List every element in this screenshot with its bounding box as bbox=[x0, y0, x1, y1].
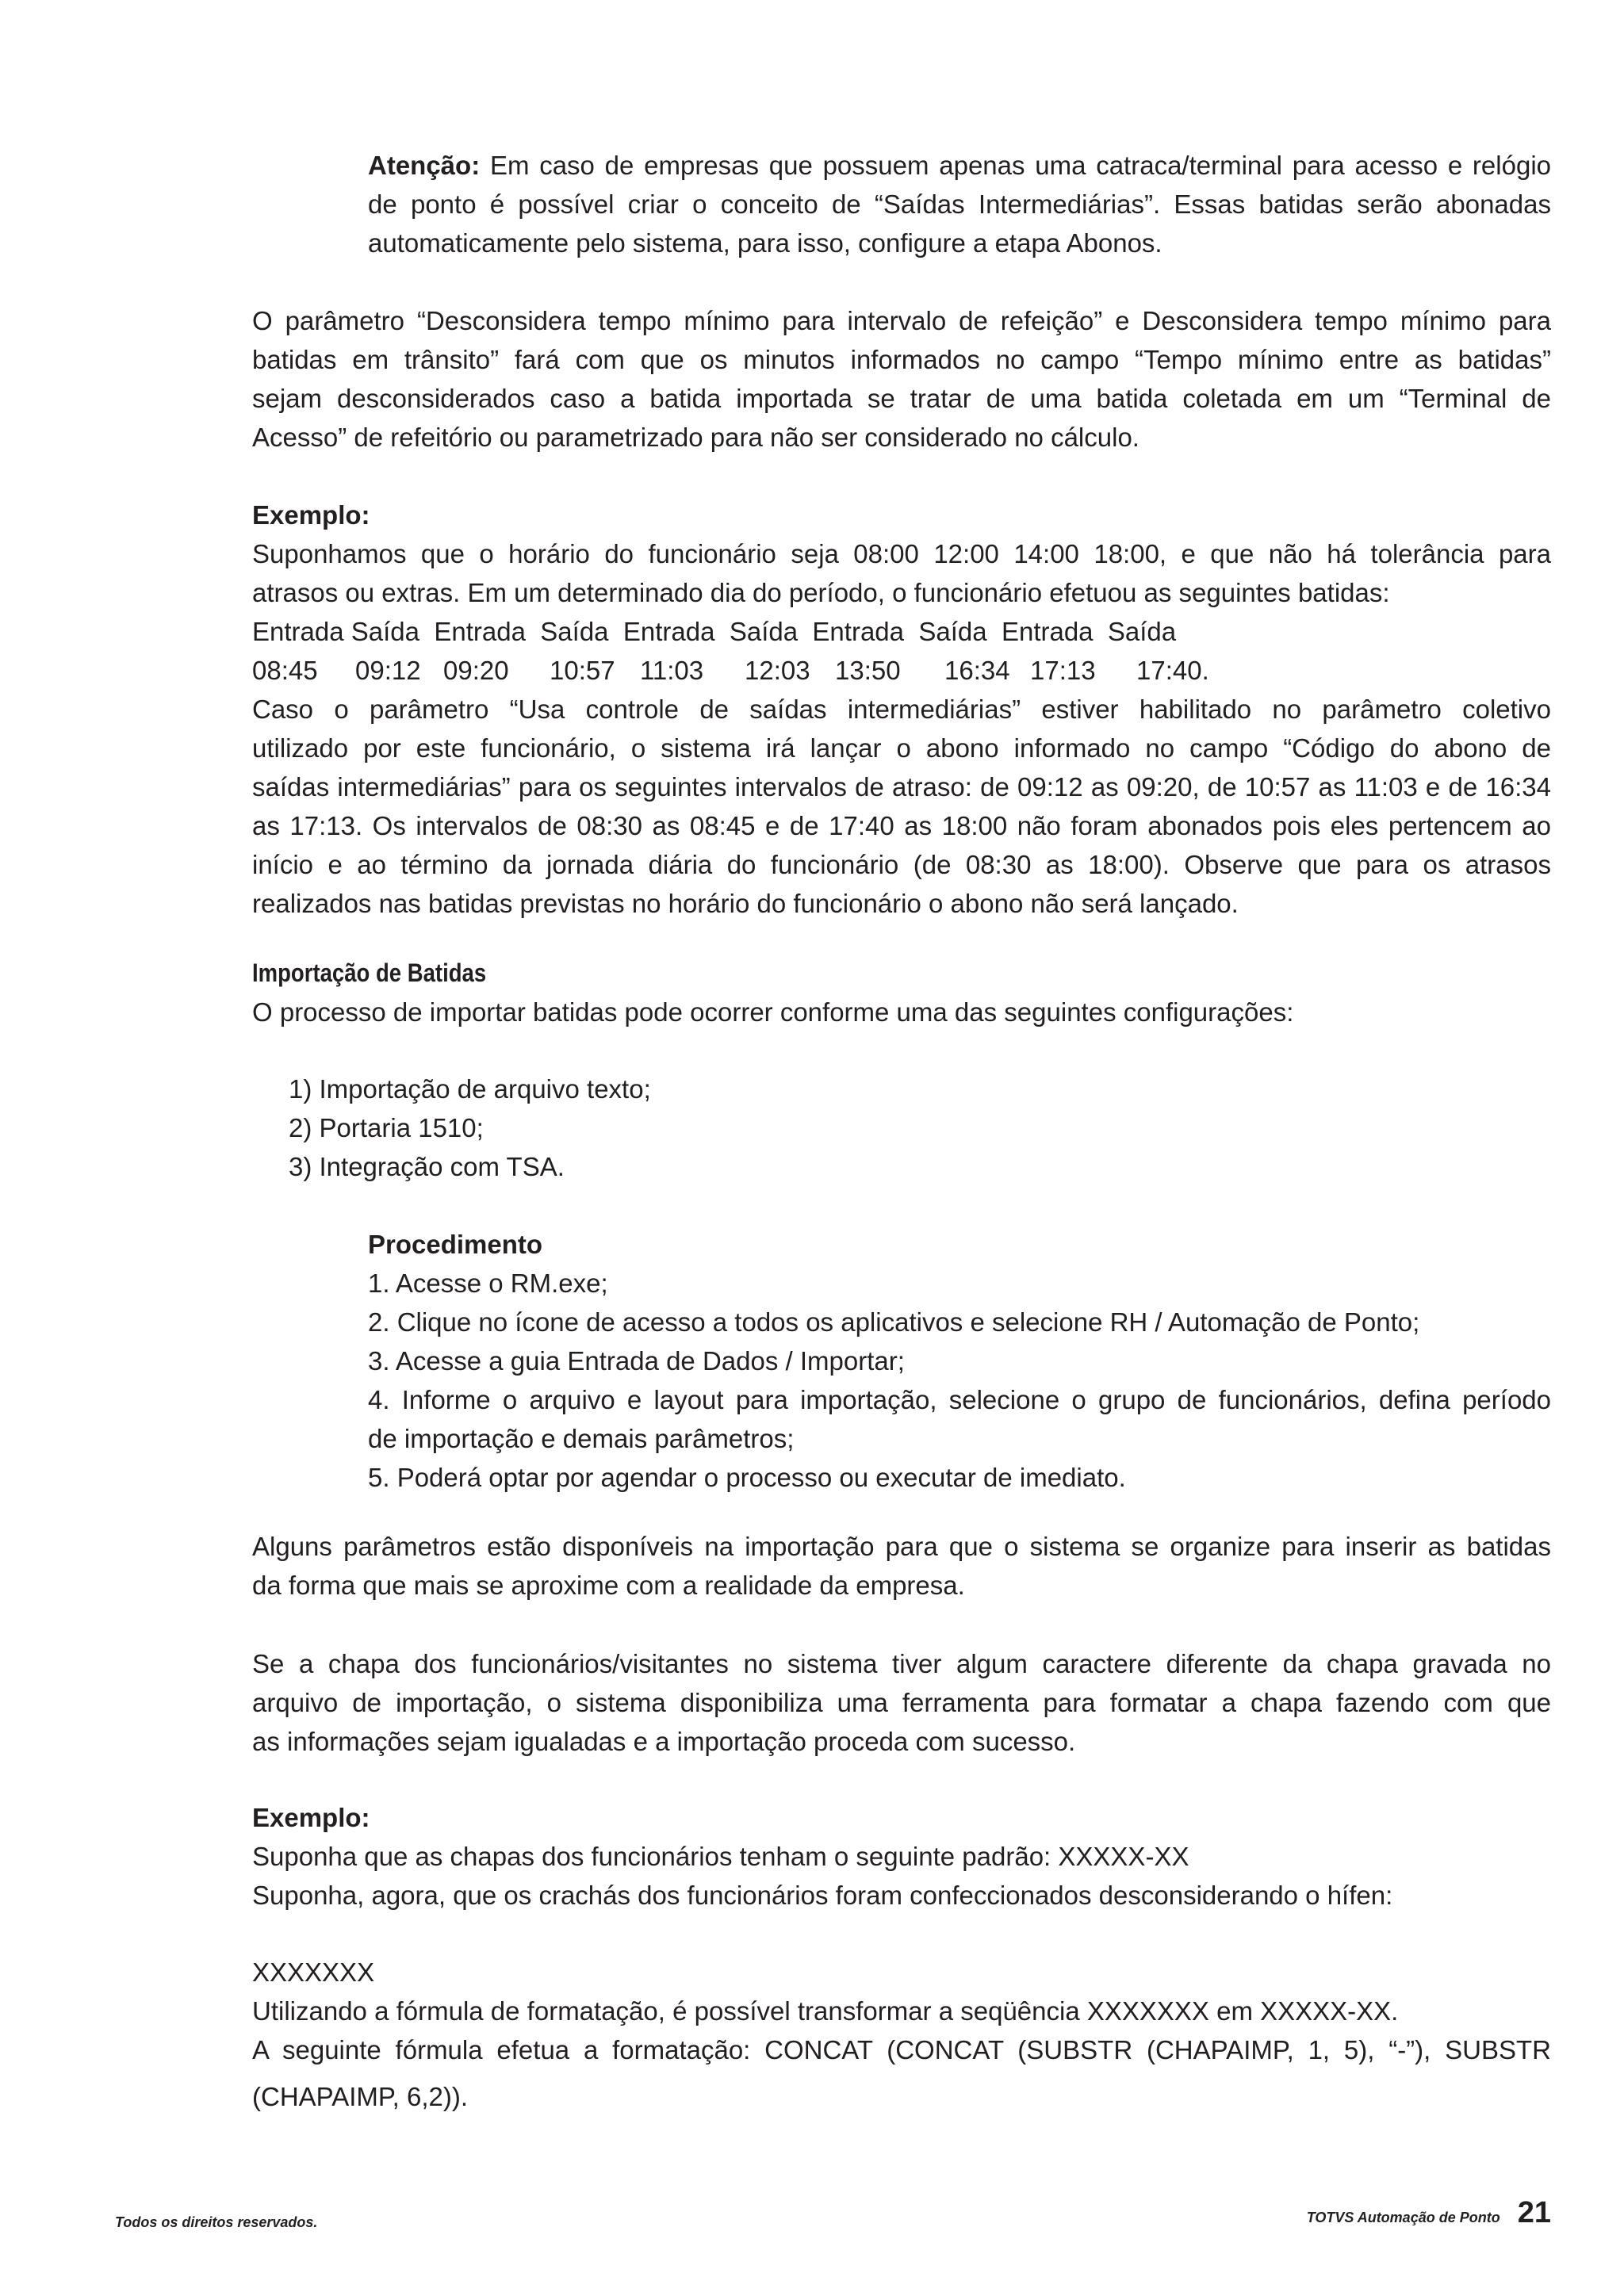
intro-line-2: batidas em trânsito” fará com que os minutos informados no campo “Tempo mínimo entre as batidas” bbox=[252, 345, 1551, 374]
example-2-code bbox=[252, 1953, 1551, 2116]
punch-type: Saída bbox=[540, 617, 609, 646]
intro-line-3: sejam desconsiderados caso a batida importada se tratar de uma batida coletada em um “Terminal de bbox=[252, 384, 1551, 413]
punch-time: 09:12 bbox=[355, 656, 421, 685]
punch-time: 13:50 bbox=[835, 656, 901, 685]
chapa-line-1: Se a chapa dos funcionários/visitantes no sistema tiver algum caractere diferente da chapa gravada no bbox=[252, 1649, 1551, 1678]
punch-time: 11:03 bbox=[640, 656, 704, 685]
example-2 bbox=[252, 1798, 1551, 1915]
attention-label: Atenção: bbox=[368, 151, 481, 180]
example-1-body-line: as 17:13. Os intervalos de 08:30 as 08:45 e de 17:40 as 18:00 não foram abonados pois eles pertencem ao bbox=[252, 811, 1551, 840]
example-2-line-2: Suponha, agora, que os crachás dos funcionários foram confeccionados desconsiderando o hífen: bbox=[252, 1881, 1393, 1910]
list-item: 1) Importação de arquivo texto; bbox=[289, 1074, 651, 1104]
list-item: 3) Integração com TSA. bbox=[289, 1152, 565, 1181]
import-section bbox=[252, 953, 1551, 1031]
example-1-line-2: atrasos ou extras. Em um determinado dia do período, o funcionário efetuou as seguintes batidas: bbox=[252, 578, 1390, 607]
punch-type: Saída bbox=[918, 617, 987, 646]
example-1-body-line: Caso o parâmetro “Usa controle de saídas intermediárias” estiver habilitado no parâmetro coletivo bbox=[252, 695, 1551, 724]
punch-type: Entrada bbox=[252, 617, 344, 646]
example-1 bbox=[252, 496, 1551, 923]
procedure-step: 5. Poderá optar por agendar o processo ou executar de imediato. bbox=[368, 1463, 1126, 1492]
import-intro: O processo de importar batidas pode ocorrer conforme uma das seguintes configurações: bbox=[252, 997, 1294, 1027]
punch-type: Entrada bbox=[1001, 617, 1094, 646]
example-2-label: Exemplo: bbox=[252, 1803, 370, 1832]
punch-time: 17:40. bbox=[1136, 656, 1209, 685]
footer-rights: Todos os direitos reservados. bbox=[115, 2214, 318, 2230]
attention-line-1: Atenção: Em caso de empresas que possuem apenas uma catraca/terminal para acesso e relógio bbox=[368, 151, 1552, 180]
procedure-step: 2. Clique no ícone de acesso a todos os aplicativos e selecione RH / Automação de Ponto; bbox=[368, 1307, 1420, 1337]
punch-type: Saída bbox=[1107, 617, 1177, 646]
example-1-body-line: início e ao término da jornada diária do funcionário (de 08:30 as 18:00). Observe que para os atrasos bbox=[252, 850, 1551, 879]
punch-time: 10:57 bbox=[550, 656, 615, 685]
punch-time: 09:20 bbox=[443, 656, 509, 685]
footer-product: TOTVS Automação de Ponto bbox=[1306, 2210, 1500, 2225]
attention-line-3: automaticamente pelo sistema, para isso, configure a etapa Abonos. bbox=[368, 228, 1162, 258]
punch-type: Saída bbox=[729, 617, 799, 646]
page-number: 21 bbox=[1517, 2196, 1551, 2229]
procedure bbox=[368, 1225, 1551, 1497]
punch-type: Entrada bbox=[434, 617, 526, 646]
formula-line-2: (CHAPAIMP, 6,2)). bbox=[252, 2082, 469, 2111]
example-2-line-3: Utilizando a fórmula de formatação, é possível transformar a seqüência XXXXXXX em XXXXX-XX. bbox=[252, 1996, 1399, 2026]
punch-type: Saída bbox=[350, 617, 420, 646]
intro-paragraph bbox=[252, 301, 1551, 457]
procedure-step: 4. Informe o arquivo e layout para importação, selecione o grupo de funcionários, defina período bbox=[368, 1385, 1551, 1414]
intro-line-1: O parâmetro “Desconsidera tempo mínimo para intervalo de refeição” e Desconsidera tempo mínimo para bbox=[252, 306, 1551, 335]
punch-time: 12:03 bbox=[745, 656, 810, 685]
example-2-line-1: Suponha que as chapas dos funcionários tenham o seguinte padrão: XXXXX-XX bbox=[252, 1842, 1189, 1871]
params-line-2: da forma que mais se aproxime com a realidade da empresa. bbox=[252, 1571, 965, 1600]
chapa-line-2: arquivo de importação, o sistema disponibiliza uma ferramenta para formatar a chapa fazendo com que bbox=[252, 1688, 1551, 1717]
formula-line-1: A seguinte fórmula efetua a formatação: CONCAT (CONCAT (SUBSTR (CHAPAIMP, 1, 5), “-”), SUBSTR bbox=[252, 2035, 1551, 2064]
punch-times-row bbox=[252, 651, 1551, 690]
section-heading: Importação de Batidas bbox=[252, 959, 487, 987]
punch-time: 17:13 bbox=[1030, 656, 1096, 685]
chapa-paragraph bbox=[252, 1644, 1551, 1761]
import-options-list bbox=[289, 1070, 1551, 1186]
procedure-step: 1. Acesse o RM.exe; bbox=[368, 1269, 608, 1298]
badge-code: XXXXXXX bbox=[252, 1957, 375, 1987]
procedure-heading: Procedimento bbox=[368, 1230, 543, 1259]
punch-time: 08:45 bbox=[252, 656, 318, 685]
list-item: 2) Portaria 1510; bbox=[289, 1113, 484, 1142]
punch-type: Entrada bbox=[812, 617, 905, 646]
procedure-step: 3. Acesse a guia Entrada de Dados / Importar; bbox=[368, 1346, 905, 1376]
example-1-body-line: saídas intermediárias” para os seguintes intervalos de atraso: de 09:12 as 09:20, de 10:57 as 11:03 e de 16:34 bbox=[252, 772, 1551, 802]
punch-type: Entrada bbox=[622, 617, 715, 646]
footer-right bbox=[1307, 2194, 1551, 2237]
example-1-line-1: Suponhamos que o horário do funcionário seja 08:00 12:00 14:00 18:00, e que não há tolerância para bbox=[252, 539, 1551, 568]
example-1-body-line: realizados nas batidas previstas no horário do funcionário o abono não será lançado. bbox=[252, 889, 1239, 918]
punch-time: 16:34 bbox=[944, 656, 1010, 685]
procedure-step-continuation: de importação e demais parâmetros; bbox=[368, 1424, 795, 1453]
example-1-label: Exemplo: bbox=[252, 500, 370, 530]
attention-line-2: de ponto é possível criar o conceito de “Saídas Intermediárias”. Essas batidas serão abonadas bbox=[368, 189, 1551, 219]
attention-note bbox=[368, 146, 1551, 262]
chapa-line-3: as informações sejam igualadas e a importação proceda com sucesso. bbox=[252, 1727, 1076, 1756]
params-paragraph bbox=[252, 1527, 1551, 1605]
intro-line-4: Acesso” de refeitório ou parametrizado para não ser considerado no cálculo. bbox=[252, 423, 1139, 452]
params-line-1: Alguns parâmetros estão disponíveis na importação para que o sistema se organize para inserir as batidas bbox=[252, 1532, 1551, 1561]
punch-types-row bbox=[252, 612, 1551, 651]
example-1-body-line: utilizado por este funcionário, o sistema irá lançar o abono informado no campo “Código do abono de bbox=[252, 733, 1551, 763]
